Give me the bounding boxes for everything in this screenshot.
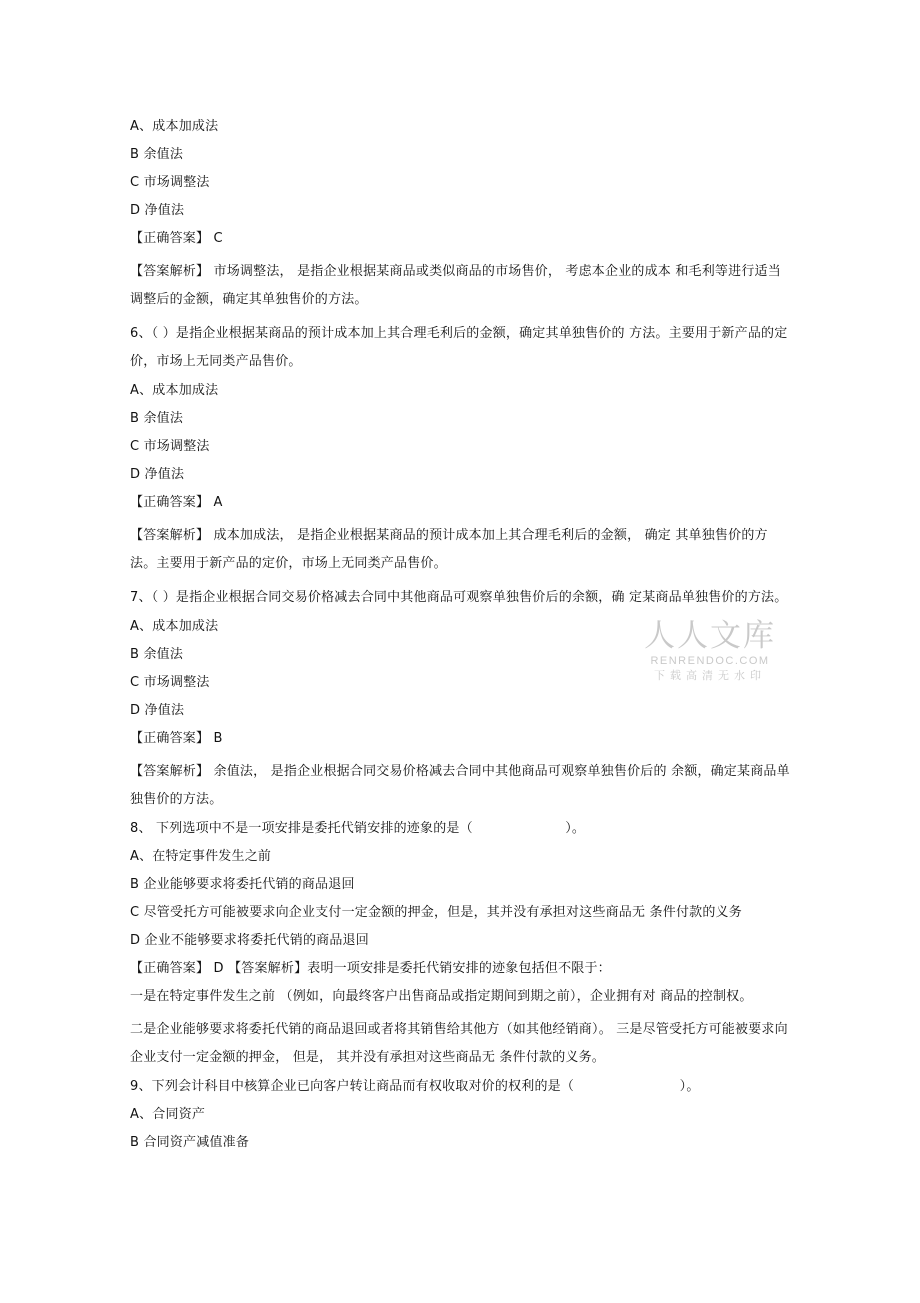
explanation-point-1: 一是在特定事件发生之前 （例如，向最终客户出售商品或指定期间到期之前），企业拥有对 商品的控制权。	[130, 989, 753, 1004]
correct-answer: 【正确答案】 C	[130, 231, 223, 246]
question-6: 6、（ ）是指企业根据某商品的预计成本加上其合理毛利后的金额，确定其单独售价的 方法。主要用于新产品的定价，市场上无同类产品售价。	[130, 326, 788, 369]
watermark-title: 人人文库	[644, 618, 776, 654]
answer-explanation: 【答案解析】 余值法， 是指企业根据合同交易价格减去合同中其他商品可观察单独售价后的 余额，确定某商品单独售价的方法。	[130, 764, 790, 807]
option-b: B 合同资产减值准备	[130, 1135, 250, 1150]
option-c: C 市场调整法	[130, 175, 210, 190]
option-c: C 市场调整法	[130, 675, 210, 690]
option-c: C 尽管受托方可能被要求向企业支付一定金额的押金，但是，其并没有承担对这些商品无 条件付款的义务	[130, 905, 742, 920]
watermark-slogan: 下载高清无水印	[654, 669, 766, 682]
option-d: D 企业不能够要求将委托代销的商品退回	[130, 933, 369, 948]
option-d: D 净值法	[130, 467, 185, 482]
correct-answer: 【正确答案】 B	[130, 731, 223, 746]
correct-answer: 【正确答案】 A	[130, 495, 223, 510]
option-a: A、成本加成法	[130, 383, 219, 398]
option-b: B 余值法	[130, 647, 184, 662]
option-a: A、合同资产	[130, 1107, 206, 1122]
option-b: B 余值法	[130, 147, 184, 162]
answer-explanation: 【答案解析】 市场调整法， 是指企业根据某商品或类似商品的市场售价， 考虑本企业的成本 和毛利等进行适当调整后的金额，确定其单独售价的方法。	[130, 264, 781, 307]
question-7: 7、（ ）是指企业根据合同交易价格减去合同中其他商品可观察单独售价后的余额，确 定某商品单独售价的方法。	[130, 590, 788, 605]
watermark-site: RENRENDOC.COM	[650, 655, 770, 667]
answer-explanation: 【答案解析】 成本加成法， 是指企业根据某商品的预计成本加上其合理毛利后的金额， 确定 其单独售价的方法。主要用于新产品的定价，市场上无同类产品售价。	[130, 528, 768, 571]
option-d: D 净值法	[130, 203, 185, 218]
option-d: D 净值法	[130, 703, 185, 718]
document-body	[130, 118, 790, 1162]
option-b: B 企业能够要求将委托代销的商品退回	[130, 877, 355, 892]
question-9: 9、下列会计科目中核算企业已向客户转让商品而有权收取对价的权利的是（ ）。	[130, 1079, 700, 1094]
correct-answer: 【正确答案】 D 【答案解析】表明一项安排是委托代销安排的迹象包括但不限于：	[130, 961, 611, 976]
question-8: 8、 下列选项中不是一项安排是委托代销安排的迹象的是（ ）。	[130, 821, 586, 836]
option-a: A、在特定事件发生之前	[130, 849, 272, 864]
option-a: A、成本加成法	[130, 119, 219, 134]
option-b: B 余值法	[130, 411, 184, 426]
option-c: C 市场调整法	[130, 439, 210, 454]
option-a: A、成本加成法	[130, 619, 219, 634]
explanation-point-2-3: 二是企业能够要求将委托代销的商品退回或者将其销售给其他方（如其他经销商）。 三是尽管受托方可能被要求向企业支付一定金额的押金， 但是， 其并没有承担对这些商品无 条件付款的义务。	[130, 1022, 788, 1065]
